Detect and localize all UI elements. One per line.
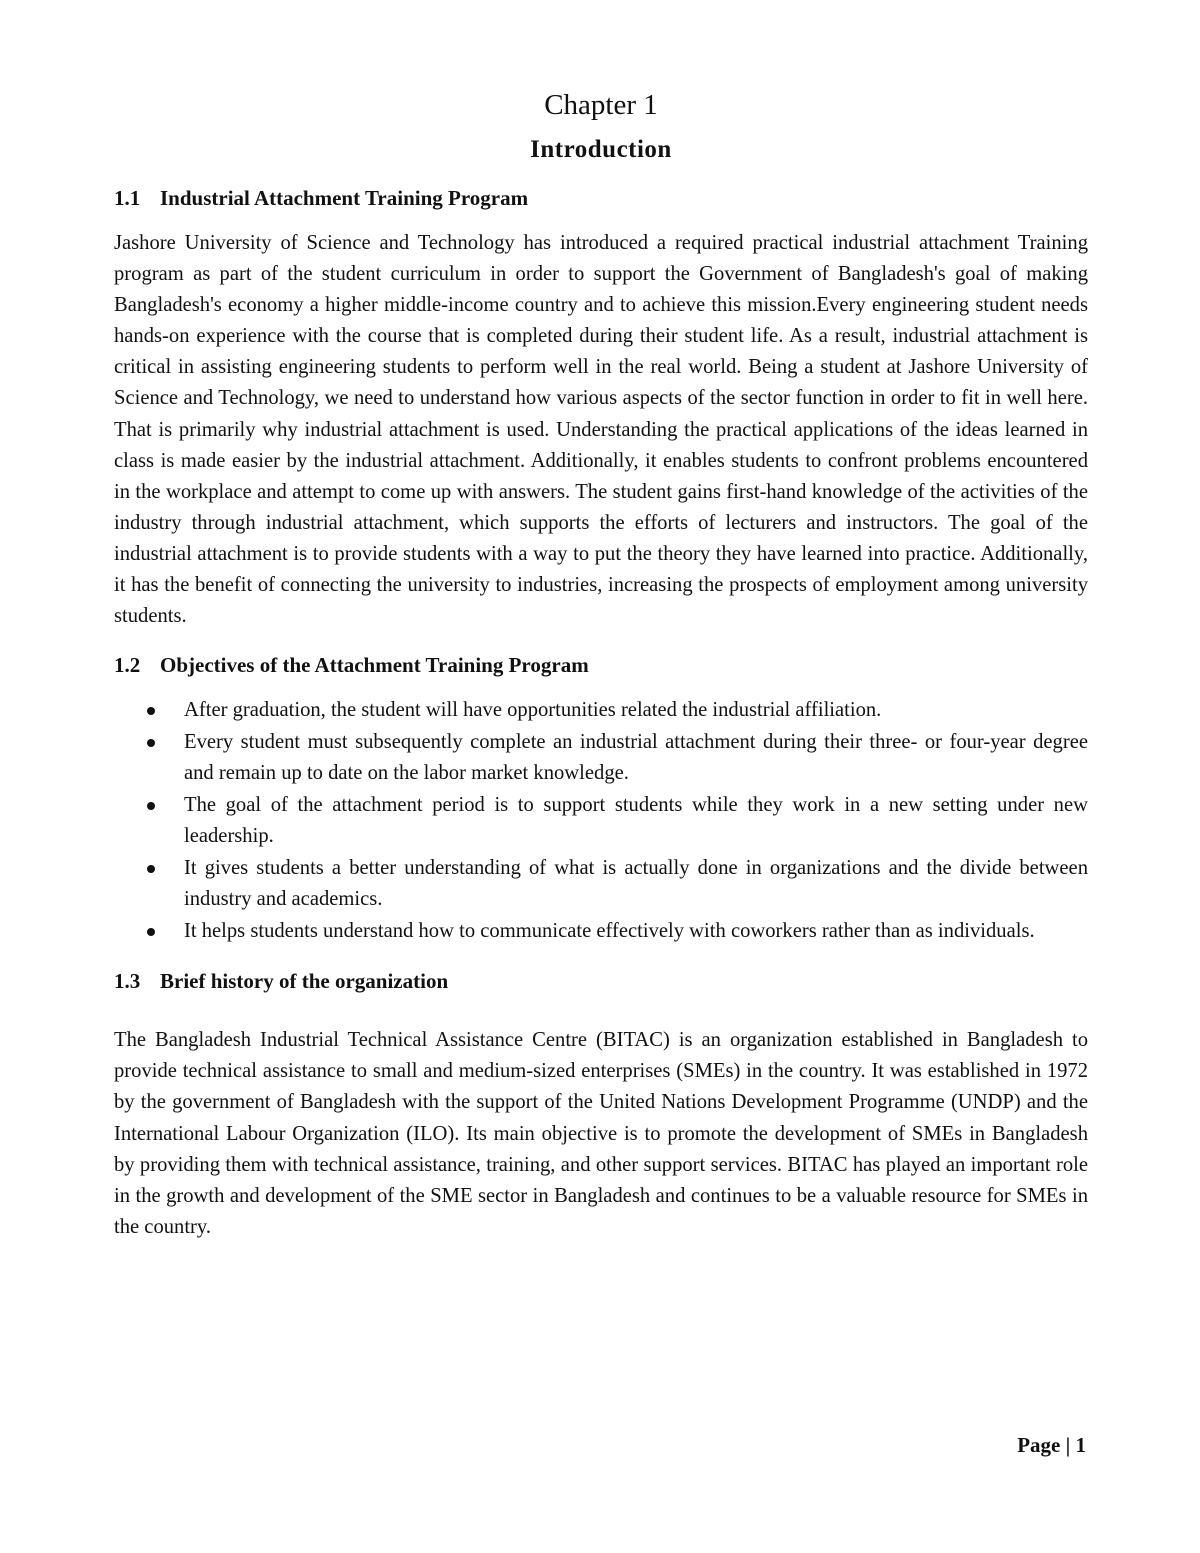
page-number: Page | 1 [1017, 1433, 1086, 1457]
section-heading-1-2 [114, 649, 1088, 681]
list-item-text: After graduation, the student will have opportunities related the industrial affiliation. [184, 699, 882, 722]
chapter-title: Chapter 1 [544, 89, 658, 121]
section-1-3-paragraph: The Bangladesh Industrial Technical Assistance Centre (BITAC) is an organization established in Bangladesh to provide technical assistance to small and medium-sized enterprises (SMEs) in the country. It was established in 1972 by the government of Bangladesh with the support of the United Nations Development Programme (UNDP) and the International Labour Organization (ILO). Its main objective is to promote the development of SMEs in Bangladesh by providing them with technical assistance, training, and other support services. BITAC has played an important role in the growth and development of the SME sector in Bangladesh and continues to be a valuable resource for SMEs in the country. [114, 1029, 1088, 1238]
bullet-icon [147, 928, 155, 936]
list-item-text: The goal of the attachment period is to support students while they work in a new setting under new leadership. [184, 793, 1088, 848]
bullet-icon [147, 865, 155, 873]
document-page [114, 82, 1088, 1260]
section-number: 1.1 [114, 186, 141, 210]
spacer [114, 1011, 1088, 1025]
section-heading-1-3 [114, 965, 1088, 997]
bullet-icon [147, 707, 155, 715]
list-item [114, 853, 1088, 916]
list-item [114, 727, 1088, 790]
list-item-text: Every student must subsequently complete an industrial attachment during their three- or four-year degree and remain up to date on the labor market knowledge. [184, 730, 1088, 785]
list-item-text: It gives students a better understanding of what is actually done in organizations and the divide between industry and academics. [184, 856, 1088, 911]
section-title: Brief history of the organization [160, 969, 449, 994]
list-item [114, 790, 1088, 853]
list-item-text: It helps students understand how to communicate effectively with coworkers rather than as individuals. [184, 919, 1035, 942]
objectives-list [114, 695, 1088, 947]
bullet-icon [147, 739, 155, 747]
section-title: Industrial Attachment Training Program [160, 186, 529, 210]
chapter-subtitle: Introduction [530, 136, 672, 163]
section-number: 1.3 [114, 969, 141, 994]
section-number: 1.2 [114, 653, 141, 678]
section-1-1-paragraph: Jashore University of Science and Technology has introduced a required practical industrial attachment Training program as part of the student curriculum in order to support the Government of Bangladesh's goal of making Bangladesh's economy a higher middle-income country and to achieve this mission.Every engineering student needs hands-on experience with the course that is completed during their student life. As a result, industrial attachment is critical in assisting engineering students to perform well in the real world. Being a student at Jashore University of Science and Technology, we need to understand how various aspects of the sector function in order to fit in well here. That is primarily why industrial attachment is used. Understanding the practical applications of the ideas learned in class is made easier by the industrial attachment. Additionally, it enables students to confront problems encountered in the workplace and attempt to come up with answers. The student gains first-hand knowledge of the activities of the industry through industrial attachment, which supports the efforts of lecturers and instructors. The goal of the industrial attachment is to provide students with a way to put the theory they have learned into practice. Additionally, it has the benefit of connecting the university to industries, increasing the prospects of employment among university students. [114, 232, 1088, 628]
list-item [114, 916, 1088, 948]
bullet-icon [147, 802, 155, 810]
section-title: Objectives of the Attachment Training Program [160, 653, 589, 678]
list-item [114, 695, 1088, 727]
section-heading-1-1 [114, 182, 1088, 214]
